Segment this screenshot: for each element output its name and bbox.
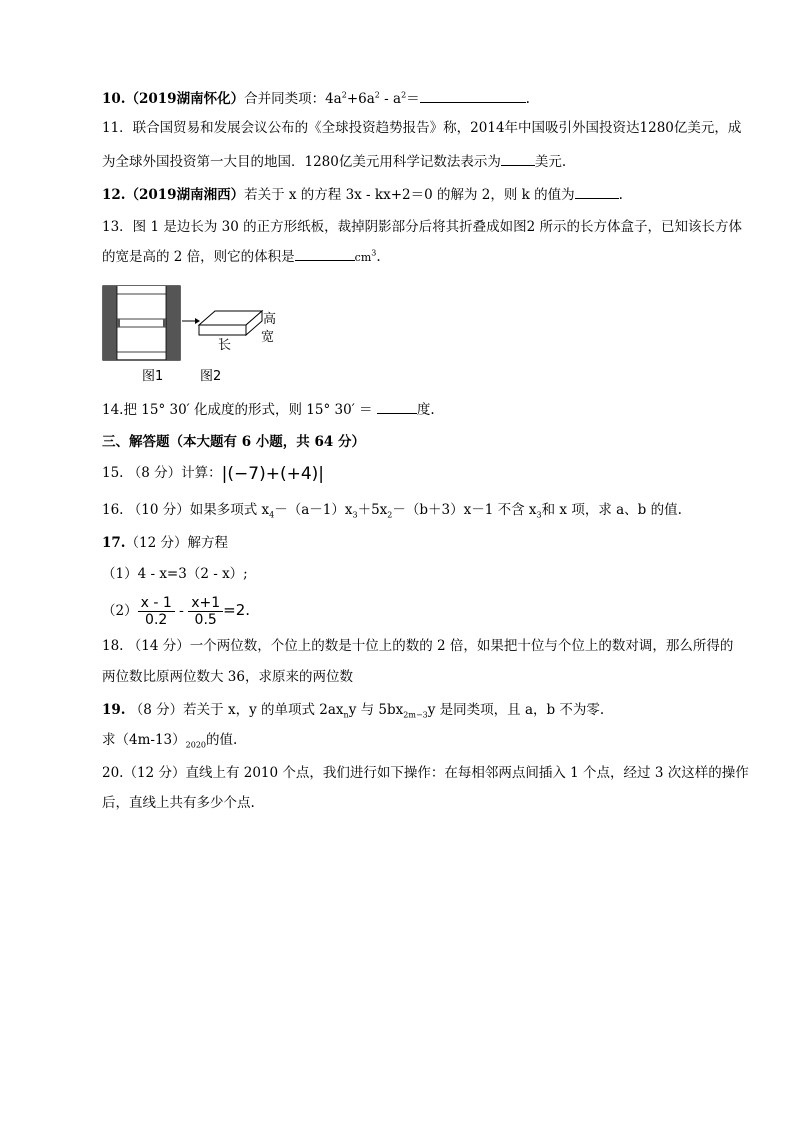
- question-12: 12.（2019湖南湘西）若关于 x 的方程 3x - kx+2＝0 的解为 2，则 k 的值为 .: [102, 184, 623, 205]
- q15-expression: |(−7)+(+4)|: [221, 463, 325, 484]
- question-19-line1: 19. （8 分）若关于 x，y 的单项式 $2ax_ny$ 与 $5bx_{2m-3}y$ 是同类项，且 a，b 不为零.: [102, 702, 605, 720]
- q10-source: （2019湖南怀化）: [125, 91, 245, 107]
- question-18-line1: 18. （14 分）一个两位数，个位上的数是十位上的数的 2 倍，如果把十位与个位上的数对调，那么所得的: [102, 638, 734, 654]
- question-17-part1: （1）4 - x=3（2 - x）;: [102, 566, 248, 582]
- fraction-1: $\frac{x - 1}{0.2}$: [138, 595, 175, 628]
- question-16: 16. （10 分）如果多项式 $x_4-(a-1)x_3+5x_2-(b+3)x-1$ 不含 $x_3$和 x 项，求 a、b 的值.: [102, 502, 682, 520]
- question-20-line1: 20.（12 分）直线上有 2010 个点，我们进行如下操作：在每相邻两点间插入 1 个点，经过 3 次这样的操作: [102, 765, 749, 781]
- q14-answer-blank[interactable]: [377, 399, 417, 414]
- arrow-icon: [182, 318, 200, 324]
- label-wide: 宽: [261, 330, 275, 345]
- question-11-line2: 为全球外国投资第一大目的地国．1280亿美元用科学记数法表示为 美元.: [102, 151, 566, 172]
- box-figure: [102, 283, 292, 383]
- question-13-line2: 的宽是高的 2 倍，则它的体积是 $cm^3$.: [102, 246, 381, 268]
- caption-figure2: 图2: [200, 369, 222, 383]
- q12-source: （2019湖南湘西）: [125, 187, 245, 203]
- q12-answer-blank[interactable]: [575, 184, 619, 199]
- question-18-line2: 两位数比原两位数大 36，求原来的两位数: [102, 669, 353, 685]
- question-13-line1: 13．图 1 是边长为 30 的正方形纸板，裁掉阴影部分后将其折叠成如图2 所示的长方体盒子，已知该长方体: [102, 219, 742, 235]
- question-14: 14.把 15° 30′ 化成度的形式，则 15° 30′ ＝ 度.: [102, 399, 435, 420]
- figure2-box: [199, 311, 262, 340]
- question-11-line1: 11．联合国贸易和发展会议公布的《全球投资趋势报告》称，2014年中国吸引外国投资达1280亿美元，成: [102, 120, 742, 136]
- fraction-2: $\frac{x+1}{0.5}$: [188, 595, 223, 628]
- shaded-right: [166, 286, 180, 360]
- question-17: 17.（12 分）解方程: [102, 535, 228, 551]
- q11-answer-blank[interactable]: [501, 151, 535, 166]
- question-15: 15. （8 分）计算：|(−7)+(+4)|: [102, 463, 325, 484]
- question-10: 10.（2019湖南怀化）合并同类项：$4a^2+6a^2 - a^2=$ .: [102, 88, 530, 109]
- question-19-line2: 求$(4m-13)_{2020}$的值.: [102, 732, 238, 750]
- shaded-left: [103, 286, 117, 360]
- label-long: 长: [218, 338, 232, 353]
- figure1-square: [103, 286, 180, 360]
- q13-answer-blank[interactable]: [295, 246, 355, 261]
- question-17-part2: （2） $\frac{x - 1}{0.2}$ - $\frac{x+1}{0.5}$ =2.: [102, 595, 251, 628]
- q10-number: 10.: [102, 91, 126, 107]
- label-high: 高: [263, 312, 277, 327]
- question-20-line2: 后，直线上共有多少个点.: [102, 795, 255, 811]
- caption-figure1: 图1: [142, 369, 164, 383]
- q10-answer-blank[interactable]: [420, 88, 526, 103]
- section-3-title: 三、解答题（本大题有 6 小题，共 64 分）: [102, 434, 365, 450]
